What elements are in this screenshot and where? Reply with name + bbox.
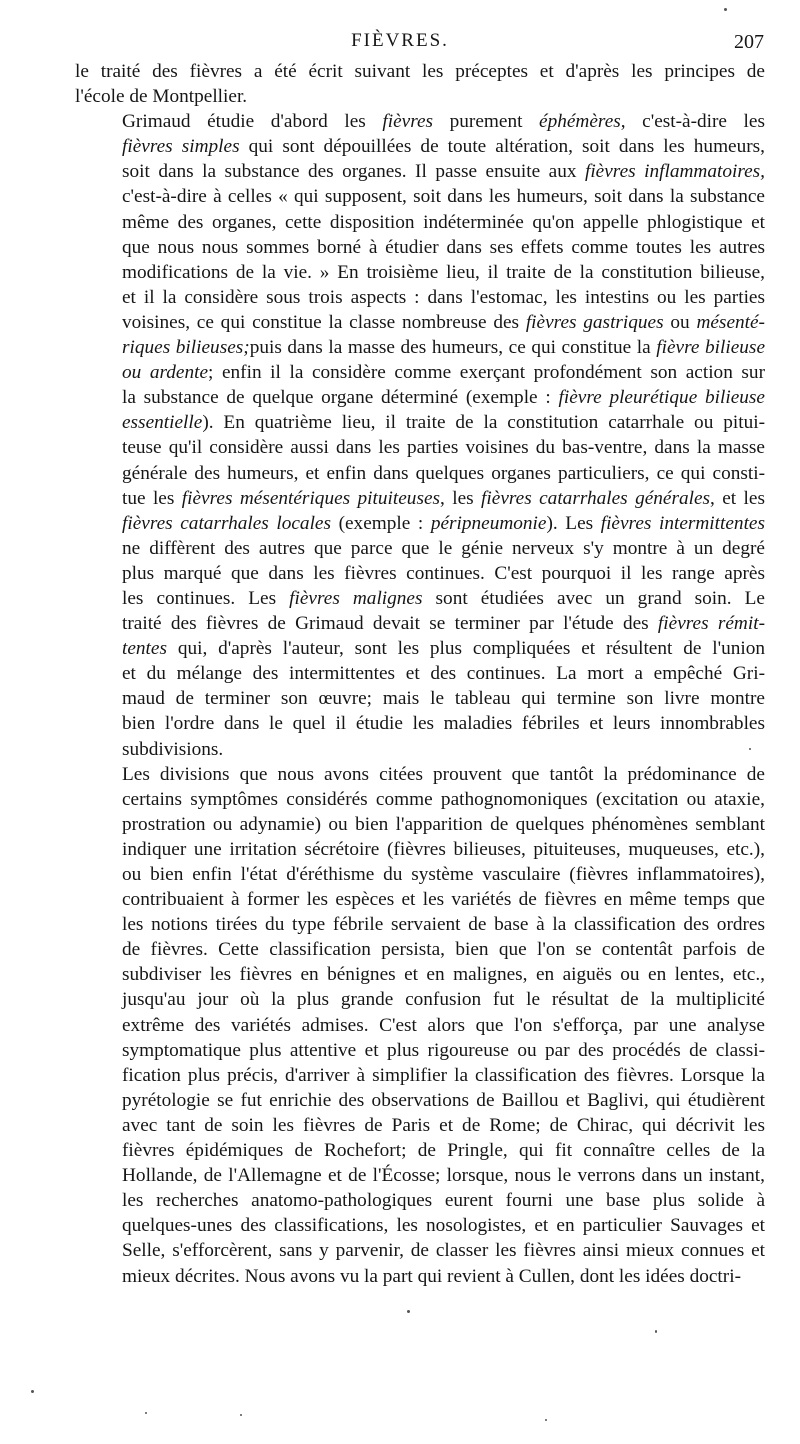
- text-run: que nous nous sommes borné à étudier dans ses effets comme toutes les autres: [122, 236, 765, 258]
- text-line: [75, 410, 765, 435]
- text-run: fication plus précis, d'arriver à simplifier la classification des fièvres. Lorsque la: [122, 1064, 765, 1086]
- text-line: [75, 1138, 765, 1163]
- italic-term: ou ardente: [122, 362, 209, 384]
- italic-term: fièvres simples: [122, 136, 240, 158]
- scan-speck: [655, 1330, 657, 1333]
- text-run: et du mélange des intermittentes et des continues. La mort a empêché Gri-: [122, 663, 765, 685]
- body-text: [75, 59, 765, 1289]
- text-line: [75, 511, 765, 536]
- text-run: qui, d'après l'auteur, sont les plus compliquées et résultent de l'union: [166, 638, 765, 660]
- paragraph: [75, 109, 765, 761]
- text-run: même des organes, cette disposition indéterminée qu'on appelle phlogistique et: [122, 211, 765, 233]
- paragraph: [75, 762, 765, 1289]
- text-run: prostration ou adynamie) ou bien l'apparition de quelques phénomènes semblant: [122, 813, 765, 835]
- text-line: [75, 686, 765, 711]
- running-header: [0, 30, 800, 58]
- paragraph: [75, 59, 765, 109]
- text-run: purement: [433, 111, 540, 133]
- text-line: [75, 586, 765, 611]
- scan-speck: [240, 1414, 242, 1416]
- text-run: maud de terminer son œuvre; mais le tableau qui termine son livre montre: [122, 688, 765, 710]
- text-run: de fièvres. Cette classification persista, bien que l'on se contentât parfois de: [122, 939, 765, 961]
- text-line: [75, 59, 765, 84]
- text-run: bien l'ordre dans le quel il étudie les maladies fébriles et leurs innombrables: [122, 713, 765, 735]
- text-run: avec tant de soin les fièvres de Paris et de Rome; de Chirac, qui décrivit les: [122, 1114, 765, 1136]
- text-run: contribuaient à former les espèces et les variétés de fièvres en même temps que: [122, 889, 765, 911]
- text-run: , et les: [710, 487, 765, 509]
- italic-term: éphémères: [539, 111, 621, 133]
- text-line: [75, 962, 765, 987]
- text-run: les continues. Les: [122, 587, 290, 609]
- text-run: soit dans la substance des organes. Il passe ensuite aux: [122, 161, 585, 183]
- text-run: puis dans la masse des humeurs, ce qui constitue la: [249, 337, 657, 359]
- text-line: [75, 987, 765, 1012]
- text-run: certains symptômes considérés comme pathognomoniques (excitation ou ataxie,: [122, 788, 765, 810]
- text-run: tue les: [122, 487, 182, 509]
- text-run: voisines, ce qui constitue la classe nombreuse des: [122, 311, 526, 333]
- text-line: [75, 787, 765, 812]
- italic-term: fièvres catarrhales générales: [481, 487, 711, 509]
- text-line: [75, 1013, 765, 1038]
- italic-term: fièvre bilieuse: [656, 337, 765, 359]
- text-run: indiquer une irritation sécrétoire (fièvres bilieuses, pituiteuses, muqueuses, etc.),: [122, 838, 765, 860]
- text-run: les recherches anatomo-pathologiques eurent fourni une base plus solide à: [122, 1190, 765, 1212]
- text-run: traité des fièvres de Grimaud devait se terminer par l'étude des: [122, 613, 658, 635]
- text-run: , les: [440, 487, 482, 509]
- text-line: [75, 260, 765, 285]
- text-run: ; enfin il la considère comme exerçant profondément son action sur: [208, 362, 765, 384]
- text-run: Selle, s'efforcèrent, sans y parvenir, de classer les fièvres ainsi mieux connues et: [122, 1240, 765, 1262]
- text-line: [75, 762, 765, 787]
- text-run: le traité des fièvres a été écrit suivant les préceptes et d'après les principes de: [75, 61, 765, 82]
- scan-speck: [724, 8, 727, 11]
- text-run: Les divisions que nous avons citées prouvent que tantôt la prédominance de: [122, 763, 765, 785]
- text-run: ou: [663, 311, 697, 333]
- text-line: [75, 636, 765, 661]
- italic-term: péripneumonie: [430, 512, 547, 534]
- text-run: sont étudiées avec un grand soin. Le: [422, 587, 765, 609]
- scan-speck: [749, 748, 751, 750]
- text-line: [75, 837, 765, 862]
- page-number: 207: [734, 31, 764, 53]
- text-run: Grimaud étudie d'abord les: [122, 111, 383, 133]
- italic-term: fièvres intermittentes: [600, 512, 765, 534]
- text-run: pyrétologie se fut enrichie des observations de Baillou et Baglivi, qui étudièrent: [122, 1089, 765, 1111]
- text-line: [75, 360, 765, 385]
- italic-term: tentes: [122, 638, 167, 660]
- text-run: ne diffèrent des autres que parce que le génie nerveux s'y montre à un degré: [122, 537, 765, 559]
- text-line: [75, 1163, 765, 1188]
- text-line: [75, 385, 765, 410]
- text-run: générale des humeurs, et enfin dans quelques organes particuliers, ce qui consti-: [122, 462, 765, 484]
- text-line: [75, 335, 765, 360]
- text-line: [75, 536, 765, 561]
- text-run: et il la considère sous trois aspects : dans l'estomac, les intestins ou les parties: [122, 286, 765, 308]
- text-line: [75, 1238, 765, 1263]
- text-run: qui sont dépouillées de toute altération, soit dans les humeurs,: [239, 136, 766, 158]
- text-line: [75, 737, 765, 762]
- text-line: [75, 184, 765, 209]
- italic-term: fièvres catarrhales locales: [122, 512, 331, 534]
- text-run: ). Les: [546, 512, 601, 534]
- text-line: [75, 1088, 765, 1113]
- text-run: les notions tirées du type fébrile servaient de base à la classification des ordres: [122, 914, 765, 936]
- text-line: [75, 711, 765, 736]
- scan-speck: [31, 1390, 34, 1393]
- text-run: , c'est-à-dire les: [620, 111, 765, 133]
- text-run: teuse qu'il considère aussi dans les parties voisines du bas-ventre, dans la masse: [122, 437, 765, 459]
- text-line: [75, 937, 765, 962]
- text-line: [75, 1213, 765, 1238]
- text-line: [75, 134, 765, 159]
- text-line: [75, 912, 765, 937]
- italic-term: fièvre pleurétique bilieuse: [558, 387, 765, 409]
- scan-speck: [407, 1310, 410, 1313]
- text-run: modifications de la vie. » En troisième lieu, il traite de la constitution bilieuse,: [122, 261, 765, 283]
- text-run: jusqu'au jour où la plus grande confusion fut le résultat de la multiplicité: [122, 989, 765, 1011]
- text-line: [75, 1113, 765, 1138]
- text-run: subdiviser les fièvres en bénignes et en malignes, en aiguës ou en lentes, etc.,: [122, 964, 765, 986]
- italic-term: fièvres: [382, 111, 434, 133]
- text-line: [75, 210, 765, 235]
- italic-term: fièvres rémit-: [657, 613, 765, 635]
- text-run: ou bien enfin l'état d'éréthisme du système vasculaire (fièvres inflammatoires),: [122, 864, 765, 885]
- italic-term: mésenté-: [696, 311, 765, 333]
- text-line: [75, 235, 765, 260]
- text-line: [75, 486, 765, 511]
- text-line: [75, 310, 765, 335]
- text-run: extrême des variétés admises. C'est alors que l'on s'efforça, par une analyse: [122, 1014, 765, 1036]
- text-line: [75, 611, 765, 636]
- text-run: fièvres épidémiques de Rochefort; de Pringle, qui fit connaître celles de la: [122, 1140, 765, 1162]
- text-line: [75, 661, 765, 686]
- text-run: symptomatique plus attentive et plus rigoureuse ou par des procédés de classi-: [122, 1039, 765, 1061]
- text-line: [75, 561, 765, 586]
- text-line: [75, 862, 765, 887]
- italic-term: fièvres inflammatoires,: [584, 161, 765, 183]
- text-run: l'école de Montpellier.: [75, 86, 248, 108]
- text-line: [75, 887, 765, 912]
- italic-term: riques bilieuses;: [122, 337, 250, 359]
- text-line: [75, 84, 765, 109]
- text-line: [75, 1038, 765, 1063]
- italic-term: fièvres malignes: [289, 587, 423, 609]
- running-title: FIÈVRES.: [351, 30, 449, 51]
- text-run: quelques-unes des classifications, les nosologistes, et en particulier Sauvages et: [122, 1215, 765, 1237]
- text-line: [75, 1063, 765, 1088]
- text-run: ). En quatrième lieu, il traite de la constitution catarrhale ou pitui-: [202, 412, 765, 434]
- text-line: [75, 109, 765, 134]
- italic-term: essentielle: [122, 412, 203, 434]
- text-line: [75, 812, 765, 837]
- scan-speck: [545, 1419, 547, 1421]
- text-line: [75, 435, 765, 460]
- text-run: la substance de quelque organe déterminé (exemple :: [122, 387, 559, 409]
- text-run: Hollande, de l'Allemagne et de l'Écosse; lorsque, nous le verrons dans un instant,: [122, 1165, 765, 1187]
- text-line: [75, 159, 765, 184]
- text-line: [75, 285, 765, 310]
- text-line: [75, 1264, 765, 1289]
- text-line: [75, 461, 765, 486]
- text-line: [75, 1188, 765, 1213]
- text-run: c'est-à-dire à celles « qui supposent, soit dans les humeurs, soit dans la substance: [122, 186, 765, 208]
- text-run: mieux décrites. Nous avons vu la part qui revient à Cullen, dont les idées doctri-: [122, 1265, 741, 1287]
- italic-term: fièvres gastriques: [525, 311, 664, 333]
- text-run: subdivisions.: [122, 738, 224, 760]
- italic-term: fièvres mésentériques pituiteuses: [181, 487, 441, 509]
- scan-speck: [145, 1412, 147, 1414]
- text-run: (exemple :: [331, 512, 431, 534]
- text-run: plus marqué que dans les fièvres continues. C'est pourquoi il les range après: [122, 562, 765, 584]
